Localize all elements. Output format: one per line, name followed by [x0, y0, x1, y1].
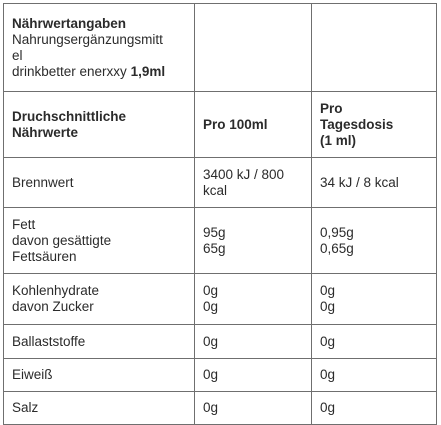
column-header-row: [4, 92, 437, 158]
table-row: [4, 158, 437, 208]
row-per100: [195, 158, 312, 208]
row-perdose-line: 34 kJ / 8 kcal: [320, 174, 399, 190]
row-perdose: 0g: [312, 325, 437, 359]
row-label-line: davon Zucker: [12, 299, 94, 314]
row-perdose: [312, 208, 437, 274]
row-per100: 0g: [195, 392, 312, 425]
subtitle-line-2: el: [12, 47, 23, 63]
nutrition-table: [3, 3, 437, 425]
row-per100: [195, 274, 312, 325]
row-perdose-line: 0g: [320, 283, 336, 298]
row-label: [4, 274, 195, 325]
row-label-line: Brennwert: [12, 174, 74, 190]
row-perdose-line: 0,95g: [320, 224, 354, 240]
header-row: [4, 4, 437, 92]
row-per100-line: 3400 kJ / 800: [203, 166, 285, 182]
table-row: [4, 325, 437, 359]
empty-header-cell-3: [312, 4, 437, 92]
row-perdose: 0g: [312, 359, 437, 392]
col-perdose-header: [312, 92, 437, 158]
row-label: [4, 158, 195, 208]
col-perdose-line-3: (1 ml): [320, 132, 357, 148]
row-per100-line: 65g: [203, 240, 226, 256]
table-row: [4, 392, 437, 425]
row-perdose: 0g: [312, 392, 437, 425]
nutrition-title-cell: [4, 4, 195, 92]
row-label-line: Fett: [12, 216, 36, 232]
col-label-line-2: Nährwerte: [12, 124, 79, 140]
row-perdose-line: 0,65g: [320, 240, 354, 256]
product-size: 1,9ml: [130, 63, 166, 79]
nutrition-title: Nährwertangaben: [12, 15, 127, 31]
table-row: [4, 359, 437, 392]
col-label-header: [4, 92, 195, 158]
row-label: Ballaststoffe: [4, 325, 195, 359]
row-perdose: [312, 158, 437, 208]
row-per100: 0g: [195, 325, 312, 359]
table-row: [4, 274, 437, 325]
row-label-line: davon gesättigte: [12, 232, 112, 248]
product-line: [12, 64, 186, 80]
col-perdose-line-2: Tagesdosis: [320, 116, 394, 132]
row-label-line: Fettsäuren: [12, 248, 77, 264]
product-name: drinkbetter enerxxy: [12, 63, 127, 79]
row-label: Eiweiß: [4, 359, 195, 392]
row-perdose: [312, 274, 437, 325]
row-label-line: Kohlenhydrate: [12, 283, 100, 298]
row-per100-line: kcal: [203, 182, 228, 198]
col-label-line-1: Druchschnittliche: [12, 108, 127, 124]
row-per100: [195, 208, 312, 274]
col-per100-header: Pro 100ml: [195, 92, 312, 158]
col-perdose-line-1: Pro: [320, 100, 343, 116]
row-per100: 0g: [195, 359, 312, 392]
row-label: Salz: [4, 392, 195, 425]
row-label: [4, 208, 195, 274]
row-per100-line: 0g: [203, 283, 219, 298]
row-per100-line: 95g: [203, 224, 226, 240]
row-per100-line: 0g: [203, 299, 219, 314]
empty-header-cell-2: [195, 4, 312, 92]
subtitle-line-1: Nahrungsergänzungsmitt: [12, 31, 163, 47]
row-perdose-line: 0g: [320, 299, 336, 314]
table-row: [4, 208, 437, 274]
